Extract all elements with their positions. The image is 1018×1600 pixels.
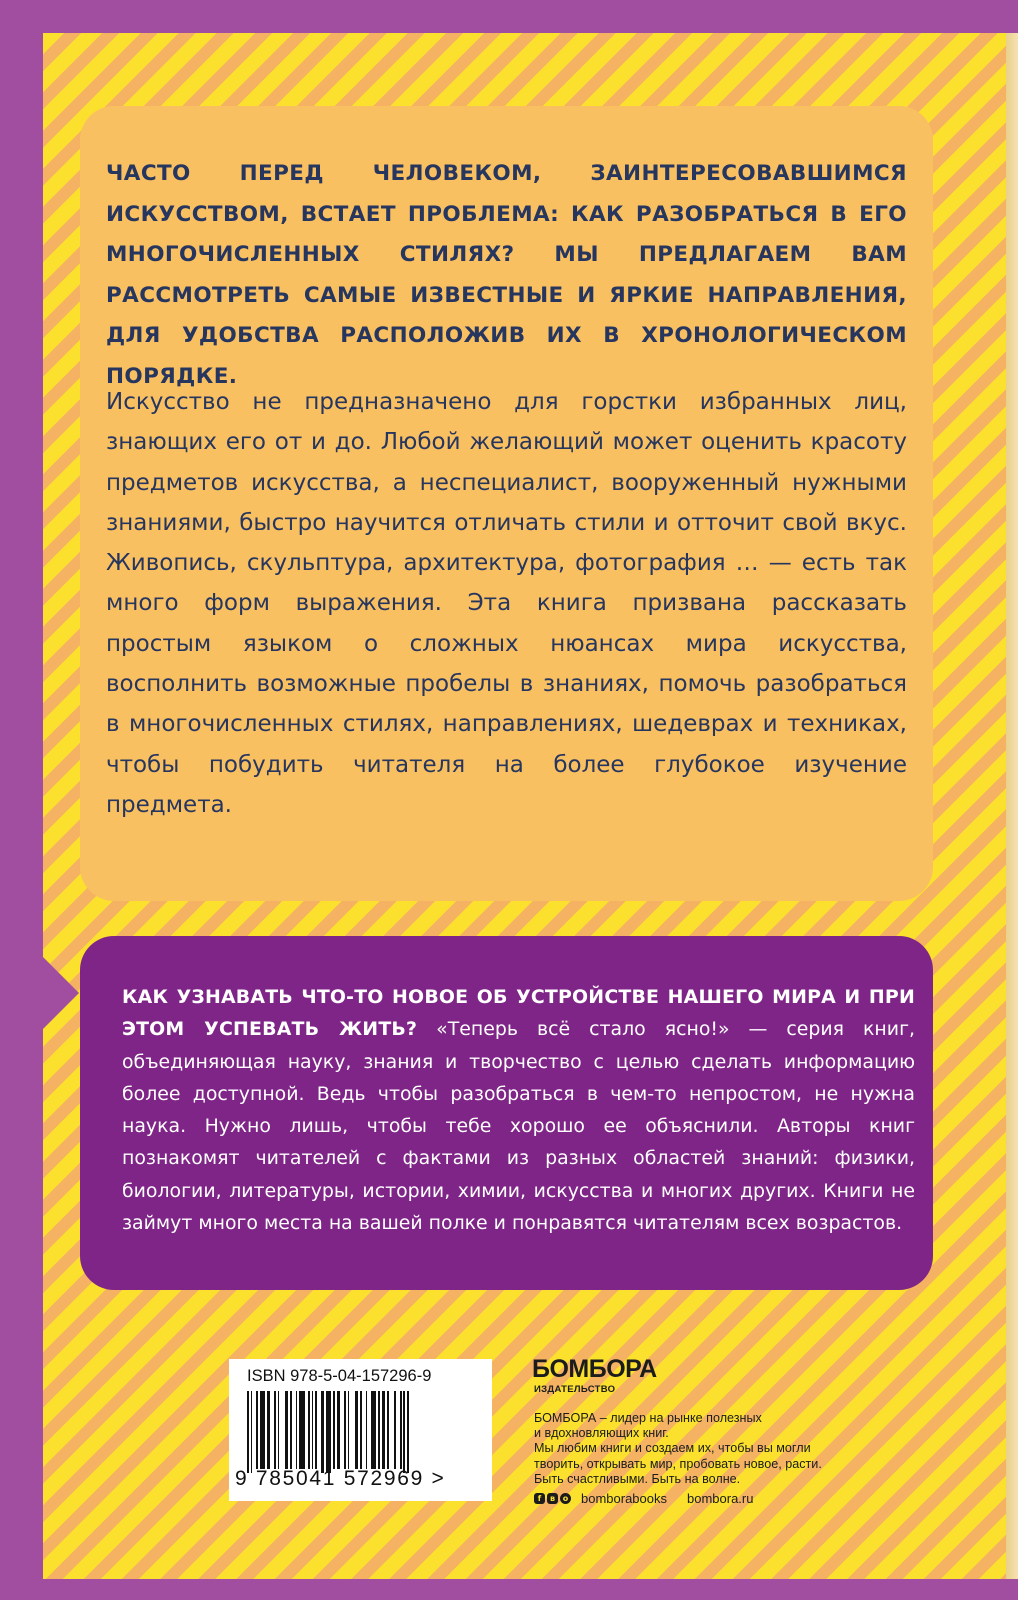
barcode-bars — [247, 1391, 477, 1473]
publisher-description: БОМБОРА – лидер на рынке полезных и вдохновляющих книг. Мы любим книги и создаем их, чтобы вы могли творить, открывать мир, пробовать новое, расти. Быть счастливыми. Быть на волне. — [534, 1411, 822, 1486]
isbn-label: ISBN 978-5-04-157296-9 — [247, 1367, 432, 1385]
series-lead: КАК УЗНАВАТЬ ЧТО-ТО НОВОЕ ОБ УСТРОЙСТВЕ НАШЕГО МИРА И ПРИ ЭТОМ УСПЕВАТЬ ЖИТЬ? — [122, 986, 915, 1041]
publisher-logo: БОМБОРА — [532, 1355, 657, 1383]
barcode-panel — [229, 1359, 492, 1501]
cover-edge-strip — [1006, 33, 1018, 1579]
publisher-website: bombora.ru — [687, 1491, 754, 1506]
instagram-icon: o — [560, 1493, 571, 1504]
publisher-contacts — [534, 1491, 753, 1506]
barcode-digits: 9 785041 572969 > — [235, 1467, 446, 1490]
description-body: Искусство не предназначено для горстки избранных лиц, знающих его от и до. Любой желающий может оценить красоту предметов искусства, а неспециалист, вооруженный нужными знаниями, быстро научится отличать стили и отточит свой вкус. Живопись, скульптура, архитектура, фотография … — есть так много форм выражения. Эта книга призвана рассказать простым языком о сложных нюансах мира искусства, восполнить возможные пробелы в знаниях, помочь разобраться в многочисленных стилях, направлениях, шедеврах и техниках, чтобы побудить читателя на более глубокое изучение предмета. — [106, 389, 907, 818]
series-body: «Теперь всё стало ясно!» — серия книг, объединяющая науку, знания и творчество с целью сделать информацию более доступной. Ведь чтобы разобраться в чем-то непростом, не нужна наука. Нужно лишь, чтобы тебе хорошо ее объяснили. Авторы книг познакомят читателей с фактами из разных областей знаний: физики, биологии, литературы, истории, химии, искусства и многих других. Книги не займут много места на вашей полке и понравятся читателям всех возрастов. — [122, 1018, 915, 1235]
vk-icon: в — [547, 1493, 558, 1504]
social-handle: bomborabooks — [581, 1491, 667, 1506]
description-lead: ЧАСТО ПЕРЕД ЧЕЛОВЕКОМ, ЗАИНТЕРЕСОВАВШИМСЯ ИСКУССТВОМ, ВСТАЕТ ПРОБЛЕМА: КАК РАЗОБРАТЬСЯ В ЕГО МНОГОЧИСЛЕННЫХ СТИЛЯХ? МЫ ПРЕДЛАГАЕМ ВАМ РАССМОТРЕТЬ САМЫЕ ИЗВЕСТНЫЕ И ЯРКИЕ НАПРАВЛЕНИЯ, ДЛЯ УДОБСТВА РАСПОЛОЖИВ ИХ В ХРОНОЛОГИЧЕСКОМ ПОРЯДКЕ. — [106, 161, 907, 389]
series-text — [122, 981, 915, 1239]
publisher-subtitle: ИЗДАТЕЛЬСТВО — [534, 1384, 616, 1395]
series-card-notch — [43, 957, 79, 1029]
barcode-bar — [407, 1391, 409, 1473]
facebook-icon: f — [534, 1493, 545, 1504]
